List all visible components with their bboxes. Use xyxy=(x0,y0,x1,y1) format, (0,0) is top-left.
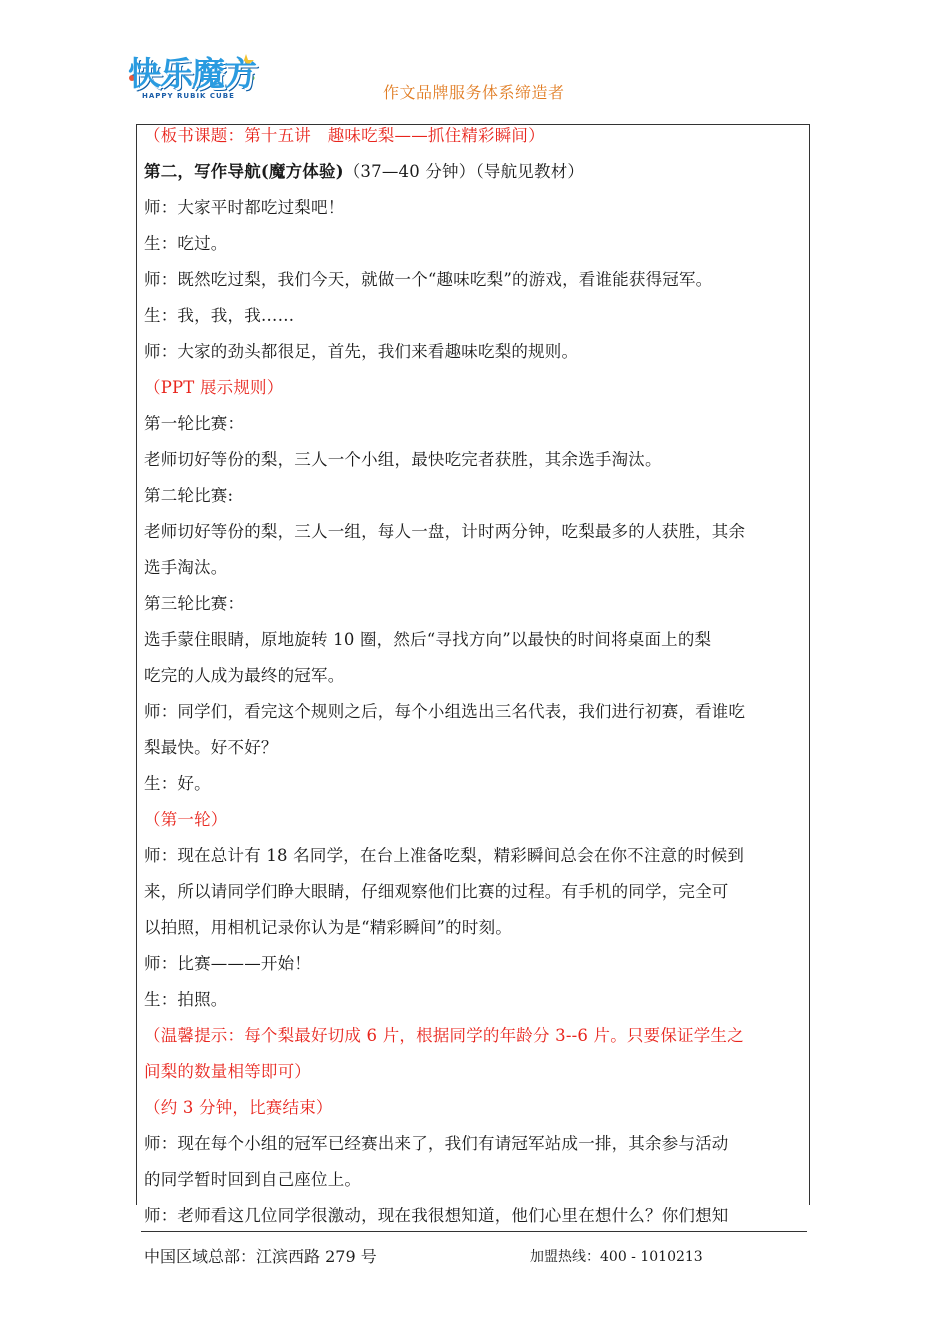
text-line: 生：好。 xyxy=(144,774,211,793)
text-line: 生：我，我，我…… xyxy=(144,306,295,325)
text-line: 师：同学们，看完这个规则之后，每个小组选出三名代表，我们进行初赛，看谁吃 xyxy=(144,702,746,721)
text-line: 间梨的数量相等即可） xyxy=(144,1062,311,1081)
text-line: 选手蒙住眼睛，原地旋转 10 圈，然后“寻找方向”以最快的时间将桌面上的梨 xyxy=(144,630,712,649)
text-line: 选手淘汰。 xyxy=(144,558,228,577)
text-line: 师：既然吃过梨，我们今天，就做一个“趣味吃梨”的游戏，看谁能获得冠军。 xyxy=(144,270,713,289)
text-line: 师：大家平时都吃过梨吧！ xyxy=(144,198,345,217)
text-line: （板书课题：第十五讲 趣味吃梨——抓住精彩瞬间） xyxy=(144,126,545,145)
section-heading: 第二，写作导航(魔方体验) xyxy=(144,162,344,181)
text-line: 第三轮比赛： xyxy=(144,594,245,613)
text-line: 第一轮比赛： xyxy=(144,414,245,433)
text-line: 师：现在总计有 18 名同学，在台上准备吃梨，精彩瞬间总会在你不注意的时候到 xyxy=(144,846,745,865)
footer-hotline: 加盟热线：400 - 1010213 xyxy=(530,1249,703,1265)
text-line: 生：拍照。 xyxy=(144,990,228,1009)
text-line: 师：比赛———开始！ xyxy=(144,954,311,973)
logo-subtext: HAPPY RUBIK CUBE xyxy=(142,92,235,100)
text-line: 的同学暂时回到自己座位上。 xyxy=(144,1170,362,1189)
text-line: 师：老师看这几位同学很激动，现在我很想知道，他们心里在想什么？你们想知 xyxy=(144,1206,729,1225)
text-line: （约 3 分钟，比赛结束） xyxy=(144,1098,333,1117)
text-line: 老师切好等份的梨，三人一组，每人一盘，计时两分钟，吃梨最多的人获胜，其余 xyxy=(144,522,746,541)
text-line: 老师切好等份的梨，三人一个小组，最快吃完者获胜，其余选手淘汰。 xyxy=(144,450,662,469)
section-heading-note: （37—40 分钟）（导航见教材） xyxy=(343,162,585,181)
text-line xyxy=(144,162,802,198)
text-line: 来，所以请同学们睁大眼睛，仔细观察他们比赛的过程。有手机的同学，完全可 xyxy=(144,882,729,901)
text-line: （PPT 展示规则） xyxy=(144,378,284,397)
text-line: 生：吃过。 xyxy=(144,234,228,253)
brand-logo xyxy=(128,48,258,106)
text-line: （温馨提示：每个梨最好切成 6 片，根据同学的年龄分 3--6 片。只要保证学生之 xyxy=(144,1026,744,1045)
logo-text: 快乐魔方 xyxy=(128,54,256,93)
footer-divider xyxy=(141,1231,807,1232)
text-line: 吃完的人成为最终的冠军。 xyxy=(144,666,345,685)
text-line: 梨最快。好不好？ xyxy=(144,738,278,757)
text-line: （第一轮） xyxy=(144,810,228,829)
footer-address: 中国区域总部：江滨西路 279 号 xyxy=(144,1247,377,1266)
text-line: 以拍照，用相机记录你认为是“精彩瞬间”的时刻。 xyxy=(144,918,512,937)
text-line: 师：现在每个小组的冠军已经赛出来了，我们有请冠军站成一排，其余参与活动 xyxy=(144,1134,729,1153)
text-line: 第二轮比赛: xyxy=(144,486,234,505)
brand-tagline: 作文品牌服务体系缔造者 xyxy=(383,83,565,102)
lesson-content xyxy=(144,126,802,1242)
text-line: 师：大家的劲头都很足，首先，我们来看趣味吃梨的规则。 xyxy=(144,342,579,361)
